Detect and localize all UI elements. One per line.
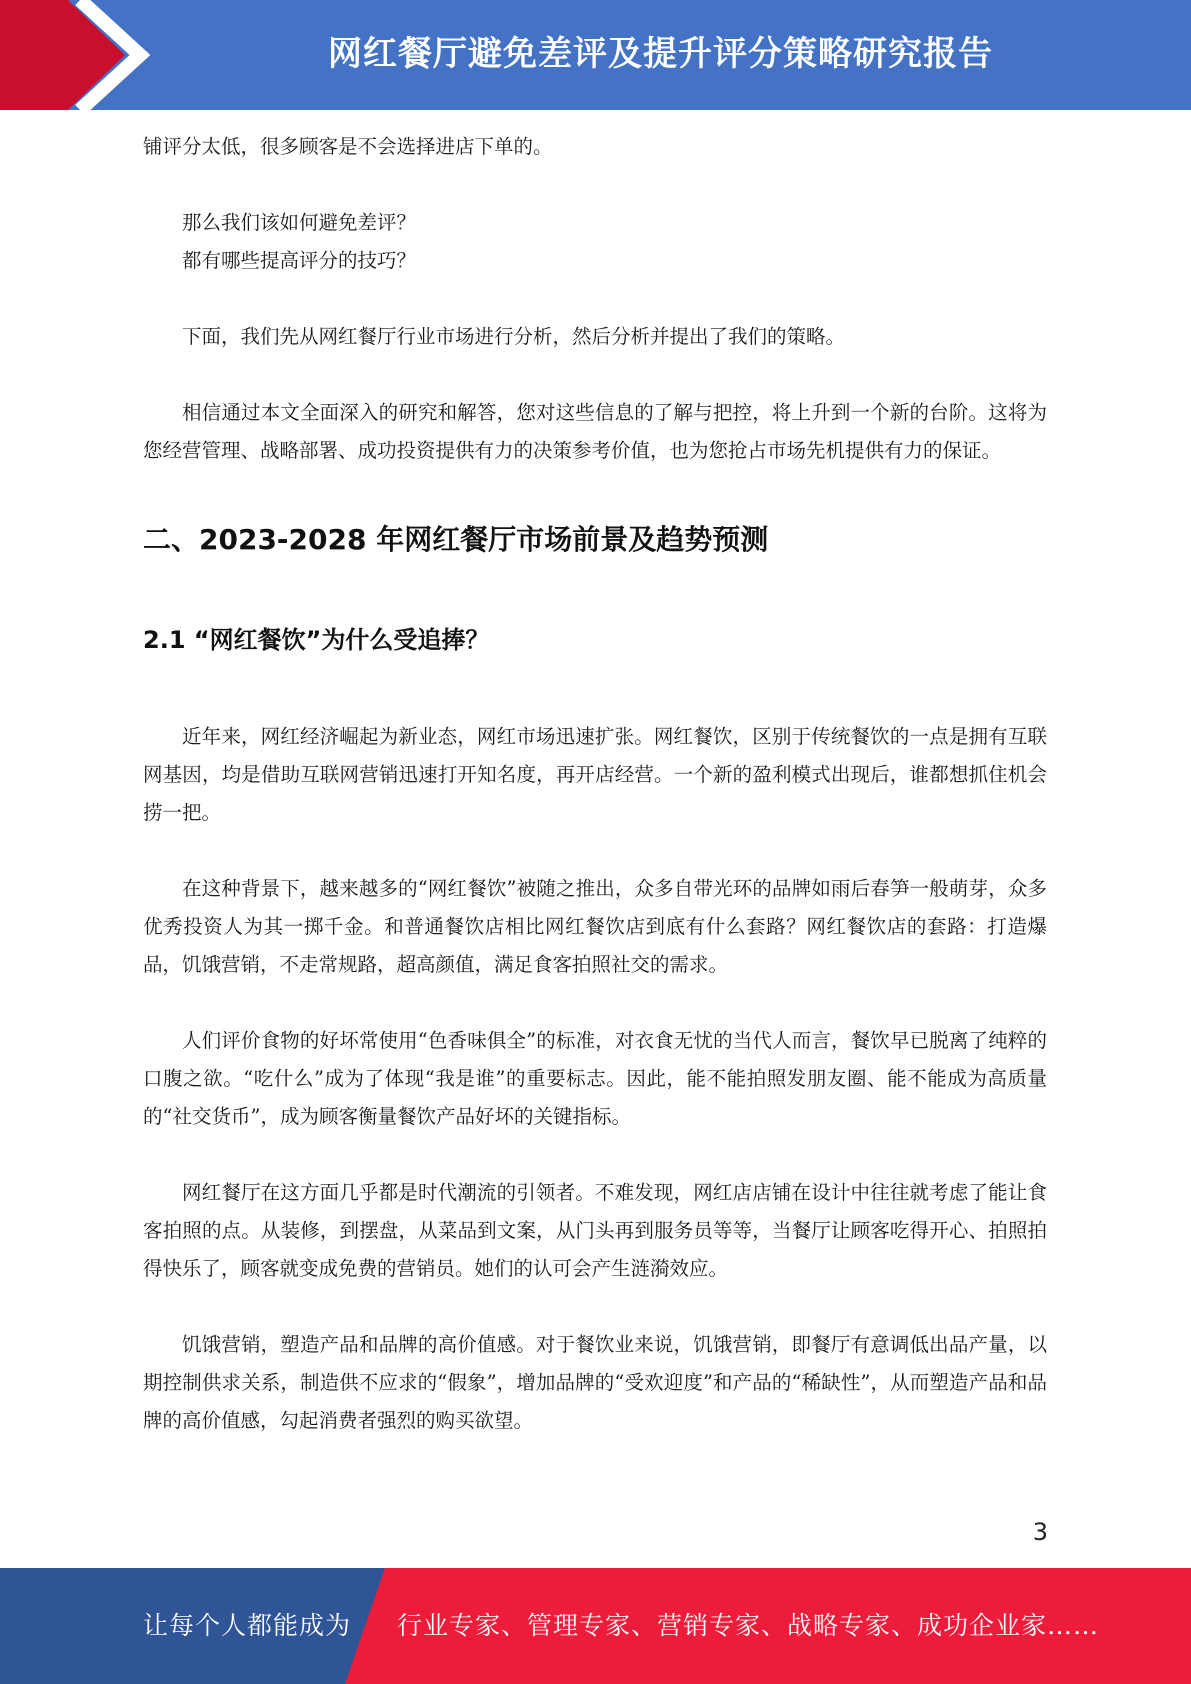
question-rating-tips: 都有哪些提高评分的技巧？ xyxy=(182,249,417,272)
footer-slogan-right: 行业专家、管理专家、营销专家、战略专家、成功企业家…… xyxy=(397,1611,1100,1640)
subsection-heading: 2.1 “网红餐饮”为什么受追捧？ xyxy=(143,626,490,654)
paragraph-intro: 下面，我们先从网红餐厅行业市场进行分析，然后分析并提出了我们的策略。 xyxy=(182,325,846,348)
question-avoid-bad-reviews: 那么我们该如何避免差评？ xyxy=(182,211,417,234)
report-title: 网红餐厅避免差评及提升评分策略研究报告 xyxy=(328,34,993,74)
paragraph-value: 相信通过本文全面深入的研究和解答，您对这些信息的了解与把控，将上升到一个新的台阶。这将为您经营管理、战略部署、成功投资提供有力的决策参考价值，也为您抢占市场先机提供有力的保证。 xyxy=(143,401,1047,462)
page-footer xyxy=(0,1568,1191,1684)
paragraph-2: 在这种背景下，越来越多的“网红餐饮”被随之推出，众多自带光环的品牌如雨后春笋一般萌芽，众多优秀投资人为其一掷千金。和普通餐饮店相比网红餐饮店到底有什么套路？网红餐饮店的套路：打造爆品，饥饿营销，不走常规路，超高颜值，满足食客拍照社交的需求。 xyxy=(143,877,1047,976)
page-header xyxy=(0,0,1191,110)
paragraph-1: 近年来，网红经济崛起为新业态，网红市场迅速扩张。网红餐饮，区别于传统餐饮的一点是拥有互联网基因，均是借助互联网营销迅速打开知名度，再开店经营。一个新的盈利模式出现后，谁都想抓住机会捞一把。 xyxy=(143,725,1047,824)
section-heading: 二、2023-2028 年网红餐厅市场前景及趋势预测 xyxy=(143,523,769,556)
paragraph-3: 人们评价食物的好坏常使用“色香味俱全”的标准，对衣食无忧的当代人而言，餐饮早已脱离了纯粹的口腹之欲。“吃什么”成为了体现“我是谁”的重要标志。因此，能不能拍照发朋友圈、能不能成为高质量的“社交货币”，成为顾客衡量餐饮产品好坏的关键指标。 xyxy=(143,1029,1047,1128)
paragraph-continued: 铺评分太低，很多顾客是不会选择进店下单的。 xyxy=(143,135,553,158)
paragraph-5: 饥饿营销，塑造产品和品牌的高价值感。对于餐饮业来说，饥饿营销，即餐厅有意调低出品产量，以期控制供求关系，制造供不应求的“假象”，增加品牌的“受欢迎度”和产品的“稀缺性”，从而塑造产品和品牌的高价值感，勾起消费者强烈的购买欲望。 xyxy=(143,1333,1047,1432)
page-number: 3 xyxy=(1032,1518,1048,1546)
document-body xyxy=(143,128,1047,1440)
header-arrow-decoration xyxy=(0,0,160,110)
footer-slogan-left: 让每个人都能成为 xyxy=(143,1611,352,1640)
paragraph-4: 网红餐厅在这方面几乎都是时代潮流的引领者。不难发现，网红店店铺在设计中往往就考虑了能让食客拍照的点。从装修，到摆盘，从菜品到文案，从门头再到服务员等等，当餐厅让顾客吃得开心、拍照拍得快乐了，顾客就变成免费的营销员。她们的认可会产生涟漪效应。 xyxy=(143,1181,1047,1280)
